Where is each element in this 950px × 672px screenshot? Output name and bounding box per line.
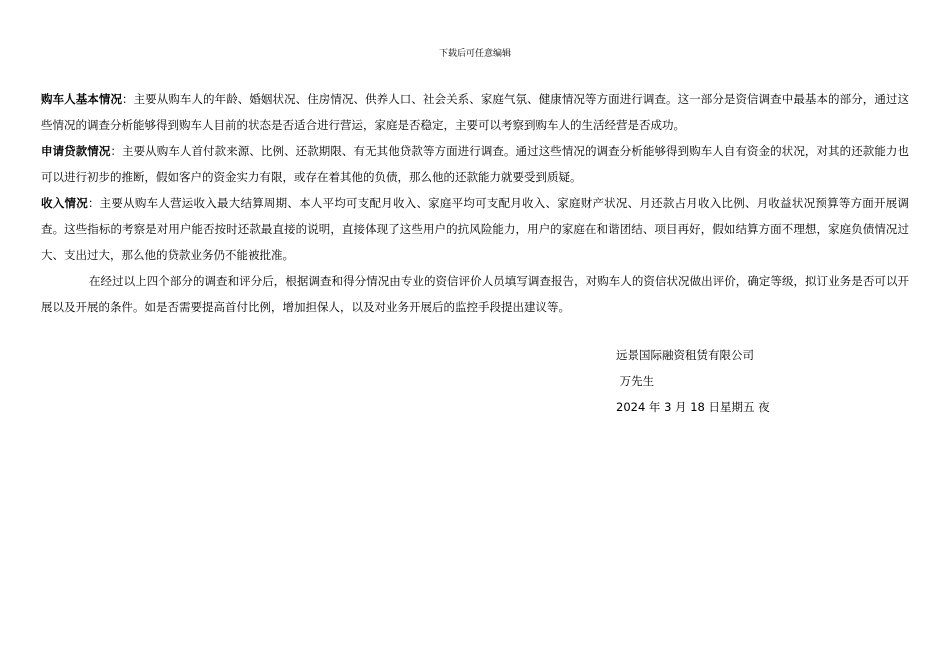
- section-text: ：主要从购车人首付款来源、比例、还款期限、有无其他贷款等方面进行调查。通过这些情况的调查分析能够得到购车人自有资金的状况，对其的还款能力也可以进行初步的推断，假如客户的资金实力有限，或存在着其他的负债，那么他的还款能力就要受到质疑。: [41, 144, 909, 184]
- section-label: 申请贷款情况: [41, 144, 111, 158]
- signature-person: 万先生: [616, 374, 655, 388]
- section-income: [41, 190, 909, 268]
- summary-paragraph: 在经过以上四个部分的调查和评分后，根据调查和得分情况由专业的资信评价人员填写调查报告，对购车人的资信状况做出评价，确定等级，拟订业务是否可以开展以及开展的条件。如是否需要提高首付比例，增加担保人，以及对业务开展后的监控手段提出建议等。: [41, 274, 909, 314]
- section-text: ：主要从购车人营运收入最大结算周期、本人平均可支配月收入、家庭平均可支配月收入、家庭财产状况、月还款占月收入比例、月收益状况预算等方面开展调查。这些指标的考察是对用户能否按时还款最直接的说明，直接体现了这些用户的抗风险能力，用户的家庭在和谐团结、项目再好，假如结算方面不理想，家庭负债情况过大、支出过大，那么他的贷款业务仍不能被批准。: [41, 196, 909, 262]
- signature-company: 远景国际融资租赁有限公司: [616, 348, 754, 362]
- document-body: [41, 86, 909, 320]
- signature-block: [616, 342, 770, 420]
- page-header-note: 下载后可任意编辑: [438, 49, 511, 59]
- section-text: ：主要从购车人的年龄、婚姻状况、住房情况、供养人口、社会关系、家庭气氛、健康情况等方面进行调查。这一部分是资信调查中最基本的部分，通过这些情况的调查分析能够得到购车人目前的状态是否适合进行营运，家庭是否稳定，主要可以考察到购车人的生活经营是否成功。: [41, 92, 910, 132]
- section-label: 收入情况: [41, 196, 88, 210]
- section-loan-application: [41, 138, 909, 190]
- signature-date: 2024 年 3 月 18 日星期五 夜: [616, 400, 770, 414]
- section-buyer-basic-info: [41, 86, 909, 138]
- section-label: 购车人基本情况: [41, 92, 123, 106]
